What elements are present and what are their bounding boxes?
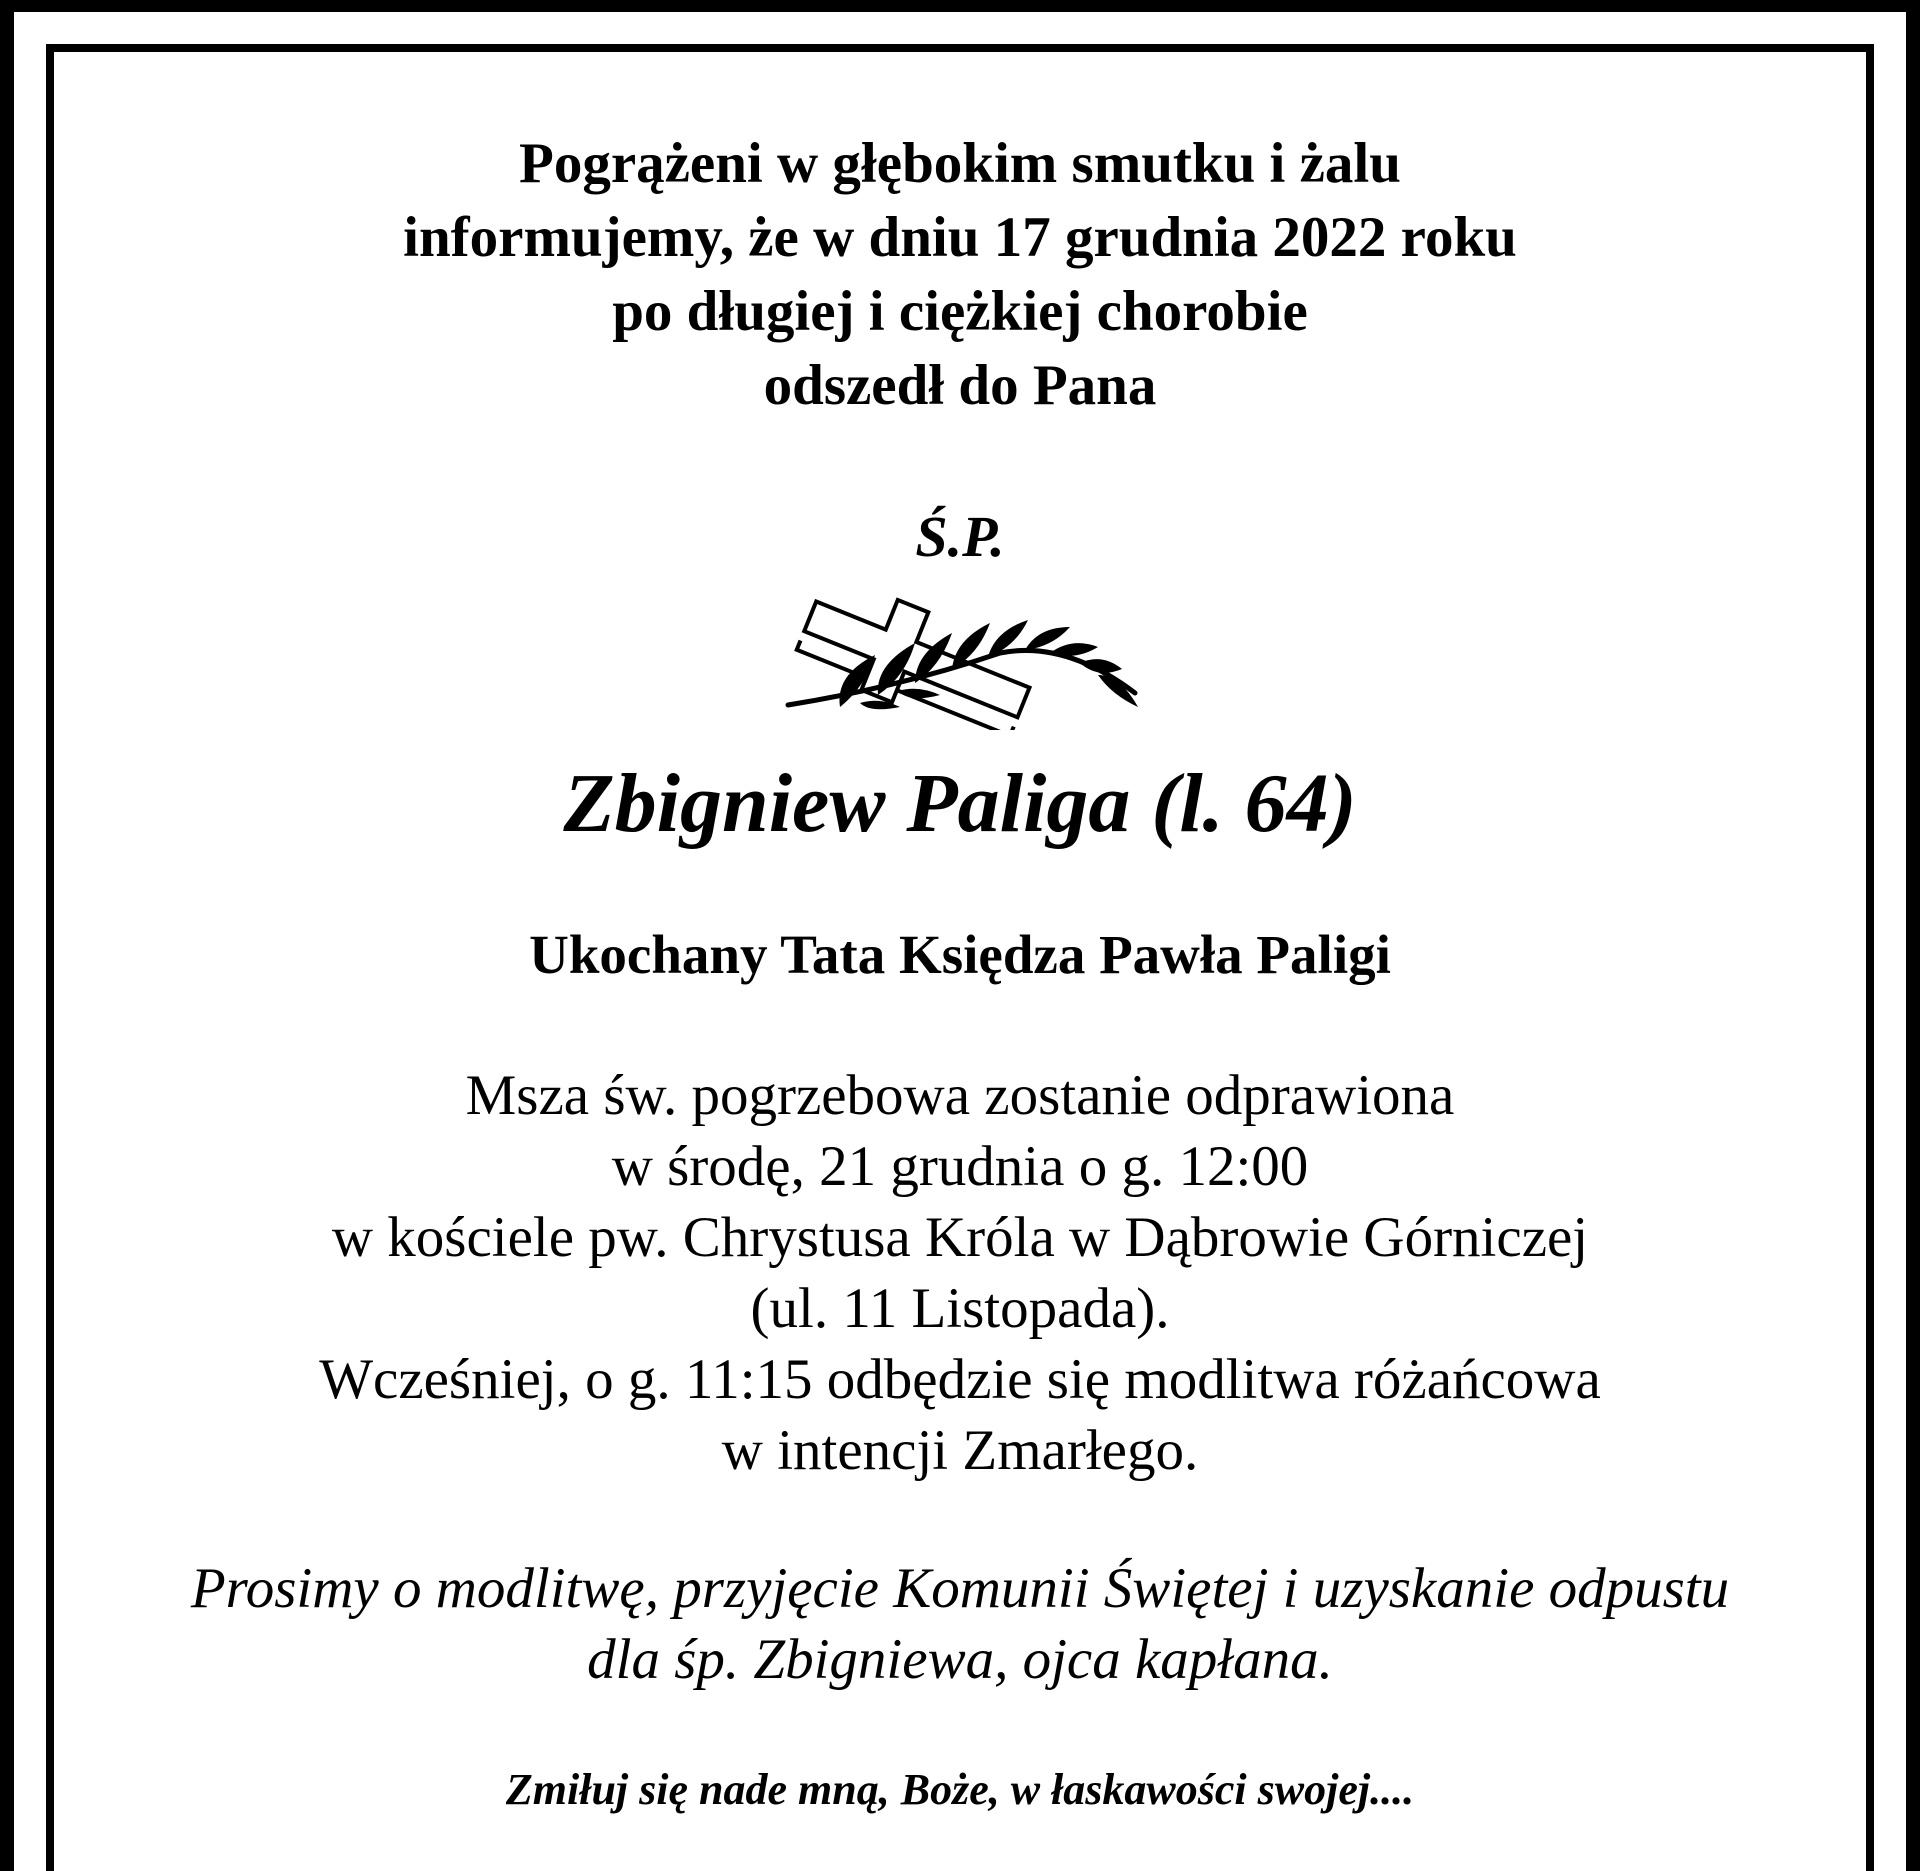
intro-line: Pogrążeni w głębokim smutku i żalu [519,132,1401,195]
funeral-mass-details [60,1064,1860,1493]
mass-line: Msza św. pogrzebowa zostanie odprawiona [465,1064,1455,1127]
intro-line: po długiej i ciężkiej chorobie [612,280,1308,343]
memorial-prefix: Ś.P. [915,504,1005,569]
cross-with-palm-branch-icon [780,595,1155,730]
intro-line: odszedł do Pana [763,354,1157,417]
mass-line: w środę, 21 grudnia o g. 12:00 [611,1135,1309,1198]
request-line: dla śp. Zbigniewa, ojca kapłana. [587,1628,1333,1691]
mass-line: Wcześniej, o g. 11:15 odbędzie się modlitwa różańcowa [319,1348,1601,1411]
request-line: Prosimy o modlitwę, przyjęcie Komunii Świętej i uzyskanie odpustu [190,1557,1730,1620]
closing-prayer: Zmiłuj się nade mną, Boże, w łaskawości swojej.... [505,1765,1415,1814]
deceased-name: Zbigniew Paliga (l. 64) [563,757,1357,850]
intro-line: informujemy, że w dniu 17 grudnia 2022 roku [403,206,1517,269]
mass-line: w kościele pw. Chrystusa Króla w Dąbrowie Górniczej [331,1206,1589,1269]
prayer-request [60,1557,1860,1702]
mass-line: (ul. 11 Listopada). [750,1277,1170,1340]
intro-text [60,132,1860,431]
relation-line: Ukochany Tata Księdza Pawła Paligi [529,924,1391,985]
mass-line: w intencji Zmarłego. [721,1419,1199,1482]
